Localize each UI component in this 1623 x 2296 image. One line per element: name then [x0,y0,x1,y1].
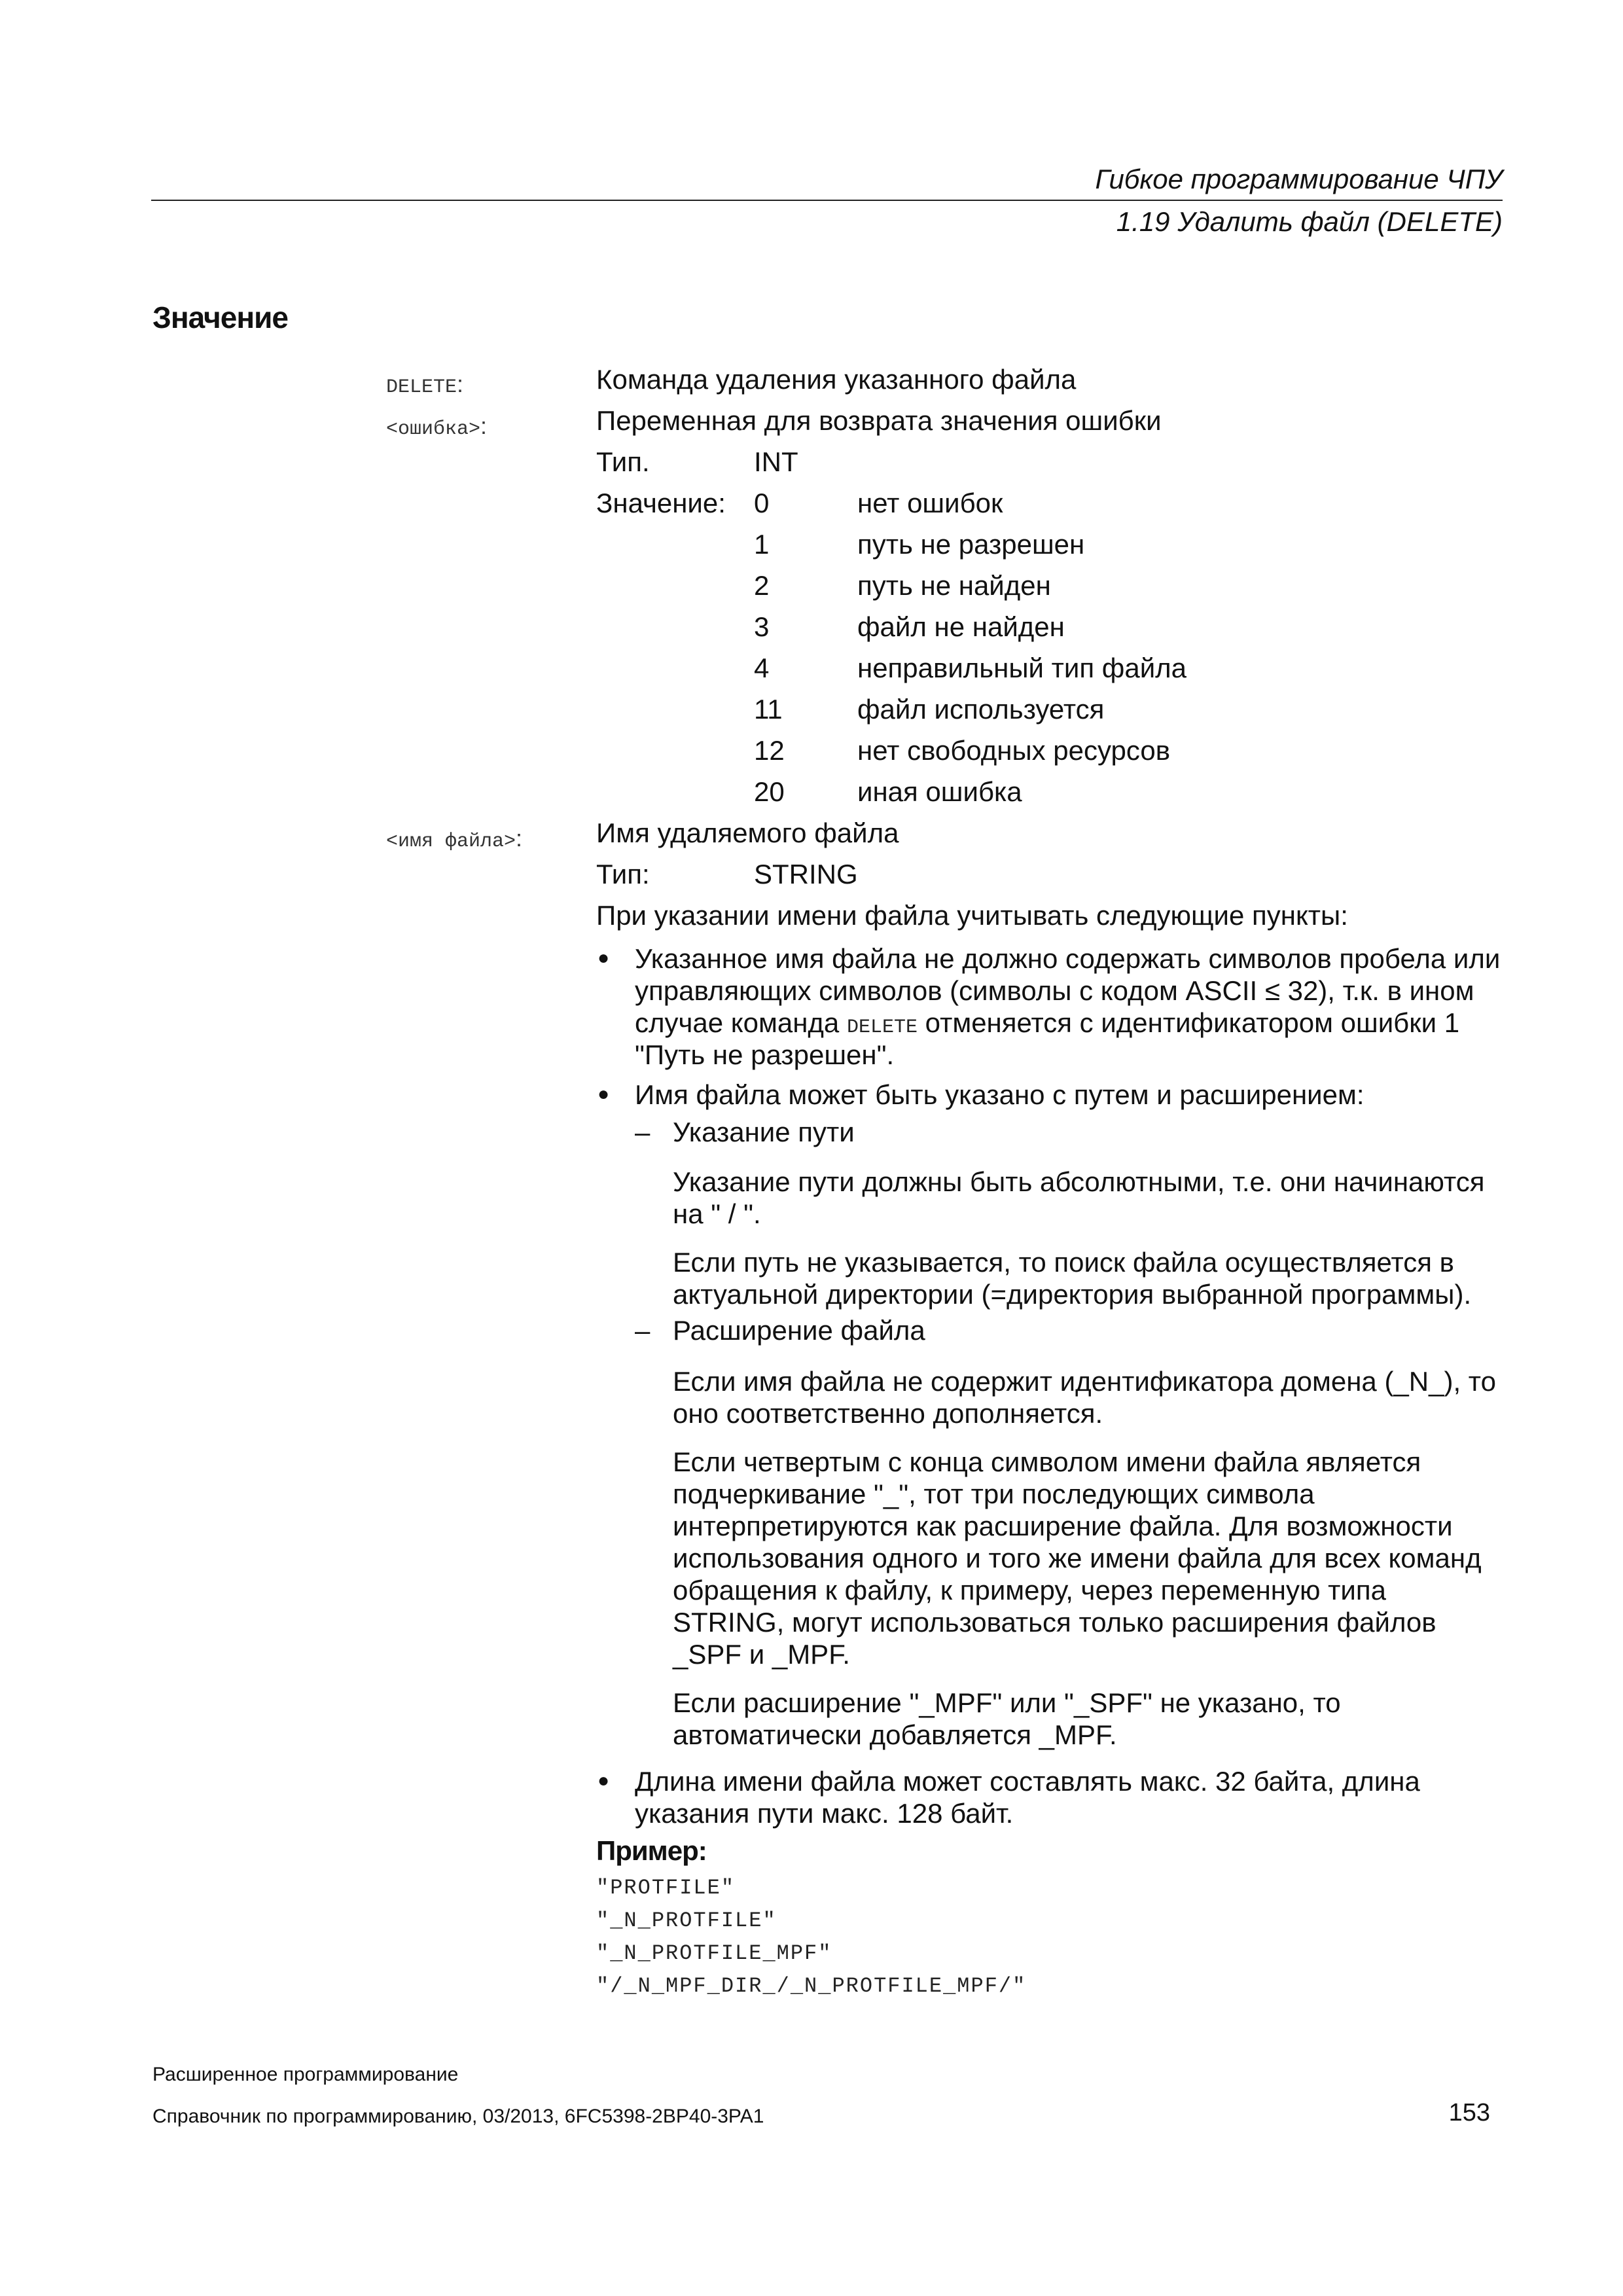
dash2-p2-line4: использования одного и того же имени файла для всех команд [673,1543,1482,1573]
dash1-p1-line2: на " / ". [673,1198,761,1229]
dash1-p2-line1: Если путь не указывается, то поиск файла осуществляется в [673,1247,1454,1278]
dash-marker: – [635,1117,651,1147]
param-term-delete: DELETE: [386,370,464,399]
page-number: 153 [1448,2099,1490,2126]
error-code: 2 [754,570,770,601]
bullet-marker: ● [597,1083,610,1105]
footer-book-title: Расширенное программирование [152,2064,459,2085]
inline-code-delete: DELETE [846,1016,918,1039]
error-code: 20 [754,776,785,807]
dash2-p2-line2: подчеркивание "_", тот три последующих символа [673,1479,1315,1509]
error-text: путь не разрешен [857,529,1085,560]
param-desc-delete: Команда удаления указанного файла [596,364,1077,395]
example-title: Пример: [596,1835,707,1866]
param-term-filename: <имя файла>: [386,825,523,853]
error-code: 4 [754,653,770,683]
bullet1-line1: Указанное имя файла не должно содержать символов пробела или [635,943,1501,974]
example-line: "/_N_MPF_DIR_/_N_PROTFILE_MPF/" [596,1974,1027,1998]
dash2-p2-line6: STRING, могут использоваться только расширения файлов [673,1607,1436,1638]
section-title: Значение [152,300,288,334]
filename-type-label: Тип: [596,859,650,889]
error-code: 0 [754,488,770,518]
dash1-p2-line2: актуальной директории (=директория выбранной программы). [673,1279,1472,1310]
param-desc-filename: Имя удаляемого файла [596,817,899,848]
bullet3-line2: указания пути макс. 128 байт. [635,1798,1014,1829]
param-desc-error: Переменная для возврата значения ошибки [596,405,1162,436]
dash2-p2-line7: _SPF и _MPF. [673,1639,850,1670]
example-line: "PROTFILE" [596,1876,736,1900]
bullet1-line3: случае команда DELETE отменяется с идентификатором ошибки 1 [635,1007,1460,1039]
bullet-marker: ● [597,1770,610,1791]
error-code: 1 [754,529,770,560]
dash1-title: Указание пути [673,1117,855,1147]
header-rule [151,200,1503,201]
error-text: путь не найден [857,570,1051,601]
bullet2-text: Имя файла может быть указано с путем и расширением: [635,1079,1364,1110]
dash2-title: Расширение файла [673,1315,925,1346]
error-text: неправильный тип файла [857,653,1187,683]
error-type-value: INT [754,446,798,477]
error-code: 3 [754,611,770,642]
error-text: файл используется [857,694,1105,725]
filename-type-value: STRING [754,859,858,889]
bullet3-line1: Длина имени файла может составлять макс. 32 байта, длина [635,1766,1420,1797]
dash2-p3-line2: автоматически добавляется _MPF. [673,1719,1117,1750]
example-line: "_N_PROTFILE_MPF" [596,1941,832,1965]
dash-marker: – [635,1315,651,1346]
running-header-title: Гибкое программирование ЧПУ [1095,164,1503,194]
error-text: нет ошибок [857,488,1003,518]
error-text: файл не найден [857,611,1065,642]
error-code: 11 [754,694,783,725]
error-code: 12 [754,735,785,766]
error-text: иная ошибка [857,776,1022,807]
bullet1-line2: управляющих символов (символы с кодом ASCII ≤ 32), т.к. в ином [635,975,1474,1006]
footer-manual-ref: Справочник по программированию, 03/2013, 6FC5398-2BP40-3PA1 [152,2106,764,2127]
error-type-label: Тип. [596,446,650,477]
dash2-p1-line1: Если имя файла не содержит идентификатора домена (_N_), то [673,1366,1496,1397]
dash2-p2-line3: интерпретируются как расширение файла. Для возможности [673,1511,1453,1541]
error-values-label: Значение: [596,488,726,518]
example-line: "_N_PROTFILE" [596,1909,777,1933]
bullet1-line4: "Путь не разрешен". [635,1039,895,1070]
running-header-section: 1.19 Удалить файл (DELETE) [1116,206,1503,237]
dash2-p1-line2: оно соответственно дополняется. [673,1398,1103,1429]
param-term-error: <ошибка>: [386,412,488,440]
error-text: нет свободных ресурсов [857,735,1171,766]
dash2-p3-line1: Если расширение "_MPF" или "_SPF" не указано, то [673,1687,1341,1718]
intro-text: При указании имени файла учитывать следующие пункты: [596,900,1348,931]
dash1-p1-line1: Указание пути должны быть абсолютными, т.е. они начинаются [673,1166,1485,1197]
dash2-p2-line5: обращения к файлу, к примеру, через переменную типа [673,1575,1386,1605]
bullet-marker: ● [597,947,610,969]
dash2-p2-line1: Если четвертым с конца символом имени файла является [673,1446,1421,1477]
